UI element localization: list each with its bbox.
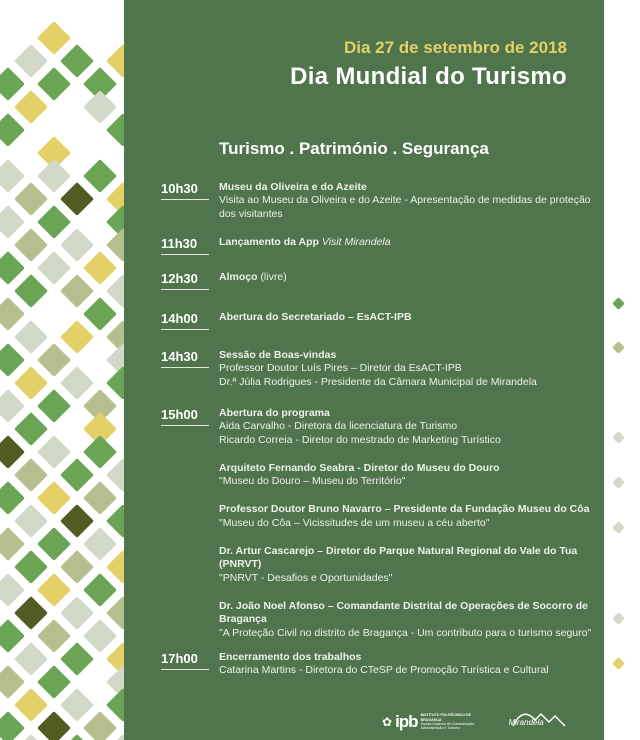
diamond-shape [14,228,48,262]
diamond-shape [0,343,25,377]
diamond-pattern-left [0,0,124,740]
program-time: 17h00 [161,651,209,670]
diamond-shape [37,205,71,239]
diamond-shape [83,90,117,124]
program-title: Abertura do programa [219,407,330,419]
diamond-shape [612,657,625,670]
diamond-shape [612,476,625,489]
diamond-shape [14,504,48,538]
talk-topic: "A Proteção Civil no distrito de Bragança - Um contributo para o turismo seguro" [219,626,592,639]
diamond-shape [60,44,94,78]
diamond-shape [106,550,124,584]
talk-speaker: Dr. João Noel Afonso – Comandante Distrital de Operações de Socorro de Bragança [219,599,588,626]
talk-topic: "Museu do Côa – Vicissitudes de um museu a céu aberto" [219,516,490,529]
diamond-shape [14,458,48,492]
diamond-shape [83,251,117,285]
diamond-shape [14,550,48,584]
diamond-shape [106,688,124,722]
diamond-shape [0,435,25,469]
diamond-shape [14,90,48,124]
diamond-shape [14,320,48,354]
diamond-shape [37,435,71,469]
diamond-shape [83,573,117,607]
diamond-shape [106,366,124,400]
diamond-shape [106,113,124,147]
diamond-shape [612,521,625,534]
diamond-shape [0,389,25,423]
program-detail: Aida Carvalho - Diretora da licenciatura de Turismo [219,420,458,433]
diamond-shape [0,573,25,607]
program-time: 14h30 [161,349,209,368]
diamond-shape [37,389,71,423]
diamond-shape [37,665,71,699]
program-time: 10h30 [161,181,209,200]
diamond-shape [60,458,94,492]
program-title: Abertura do Secretariado – EsACT-IPB [219,311,412,323]
diamond-shape [612,612,625,625]
diamond-shape [0,711,25,740]
talk [219,600,599,640]
diamond-shape [60,320,94,354]
diamond-shape [37,251,71,285]
diamond-shape [60,504,94,538]
diamond-shape [14,734,48,740]
diamond-shape [60,596,94,630]
ipb-emblem-icon: ✿ [382,715,393,729]
program-detail: Visita ao Museu da Oliveira e do Azeite - Apresentação de medidas de proteção dos visitantes [219,194,591,220]
program-detail: Ricardo Correia - Diretor do mestrado de Marketing Turístico [219,433,501,446]
diamond-shape [106,228,124,262]
diamond-shape [83,711,117,740]
diamond-shape [60,366,94,400]
diamond-shape [60,734,94,740]
diamond-shape [0,527,25,561]
diamond-shape [83,481,117,515]
diamond-shape [60,688,94,722]
diamond-shape [14,182,48,216]
diamond-shape [0,297,25,331]
footer-logos [382,712,544,732]
diamond-shape [14,412,48,446]
diamond-shape [83,619,117,653]
program-title: Encerramento dos trabalhos [219,651,362,663]
talk [219,545,599,585]
mirandela-arch-icon [509,706,569,728]
program-time: 11h30 [161,236,209,255]
program-detail: Professor Doutor Luís Pires – Diretor da EsACT-IPB [219,362,462,375]
diamond-shape [14,642,48,676]
program-title: Lançamento da App [219,236,319,248]
diamond-shape [0,113,25,147]
event-subtitle: Turismo . Património . Segurança [219,139,489,158]
program-panel [124,0,604,740]
diamond-shape [60,228,94,262]
diamond-shape [37,67,71,101]
program-title: Museu da Oliveira e do Azeite [219,181,367,193]
ipb-logo: ✿ ipb INSTITUTO POLITÉCNICO DE BRAGANÇA Escola Superior de Comunicação, Administração e Turismo [382,712,475,731]
program-note: (livre) [260,271,287,283]
diamond-shape [0,665,25,699]
talk-speaker: Arquiteto Fernando Seabra - Diretor do Museu do Douro [219,461,500,474]
diamond-shape [14,44,48,78]
program-detail: Dr.ª Júlia Rodrigues - Presidente da Câmara Municipal de Mirandela [219,375,537,388]
diamond-shape [83,159,117,193]
diamond-shape [0,251,25,285]
diamond-shape [106,504,124,538]
program-title: Almoço [219,271,258,283]
program-title: Sessão de Boas-vindas [219,349,337,361]
app-name: Visit Mirandela [321,236,391,248]
diamond-shape [0,619,25,653]
program-time: 14h00 [161,311,209,330]
diamond-shape [0,205,25,239]
diamond-shape [14,274,48,308]
diamond-shape [37,619,71,653]
diamond-shape [612,297,625,310]
talk-topic: "PNRVT - Desafios e Oportunidades" [219,571,393,584]
diamond-shape [14,596,48,630]
diamond-shape [37,573,71,607]
diamond-shape [0,481,25,515]
diamond-shape [37,527,71,561]
diamond-shape [60,550,94,584]
program-time: 15h00 [161,407,209,426]
diamond-shape [37,481,71,515]
diamond-shape [83,297,117,331]
diamond-shape [37,21,71,55]
diamond-shape [37,711,71,740]
talk [219,503,599,530]
event-date: Dia 27 de setembro de 2018 [343,38,567,57]
diamond-shape [60,274,94,308]
program-time: 12h30 [161,271,209,290]
diamond-shape [83,435,117,469]
diamond-shape [83,527,117,561]
diamond-shape [14,366,48,400]
talk-speaker: Professor Doutor Bruno Navarro – Presidente da Fundação Museu do Côa [219,503,590,516]
diamond-shape [60,642,94,676]
diamond-shape [106,458,124,492]
diamond-shape [612,431,625,444]
event-title: Dia Mundial do Turismo [290,63,567,90]
diamond-shape [14,688,48,722]
diamond-shape [106,274,124,308]
diamond-shape [37,343,71,377]
diamond-pattern-right [604,0,640,740]
diamond-shape [106,596,124,630]
diamond-shape [106,44,124,78]
talk [219,462,599,489]
diamond-shape [37,159,71,193]
diamond-shape [0,67,25,101]
talk-topic: "Museu do Douro – Museu do Território" [219,475,406,488]
program-detail: Catarina Martins - Diretora do CTeSP de Promoção Turística e Cultural [219,664,549,677]
mirandela-logo: Mirandela [509,718,544,727]
diamond-shape [612,341,625,354]
talk-speaker: Dr. Artur Cascarejo – Diretor do Parque Natural Regional do Vale do Tua (PNRVT) [219,545,578,571]
diamond-shape [60,182,94,216]
diamond-shape [0,159,25,193]
